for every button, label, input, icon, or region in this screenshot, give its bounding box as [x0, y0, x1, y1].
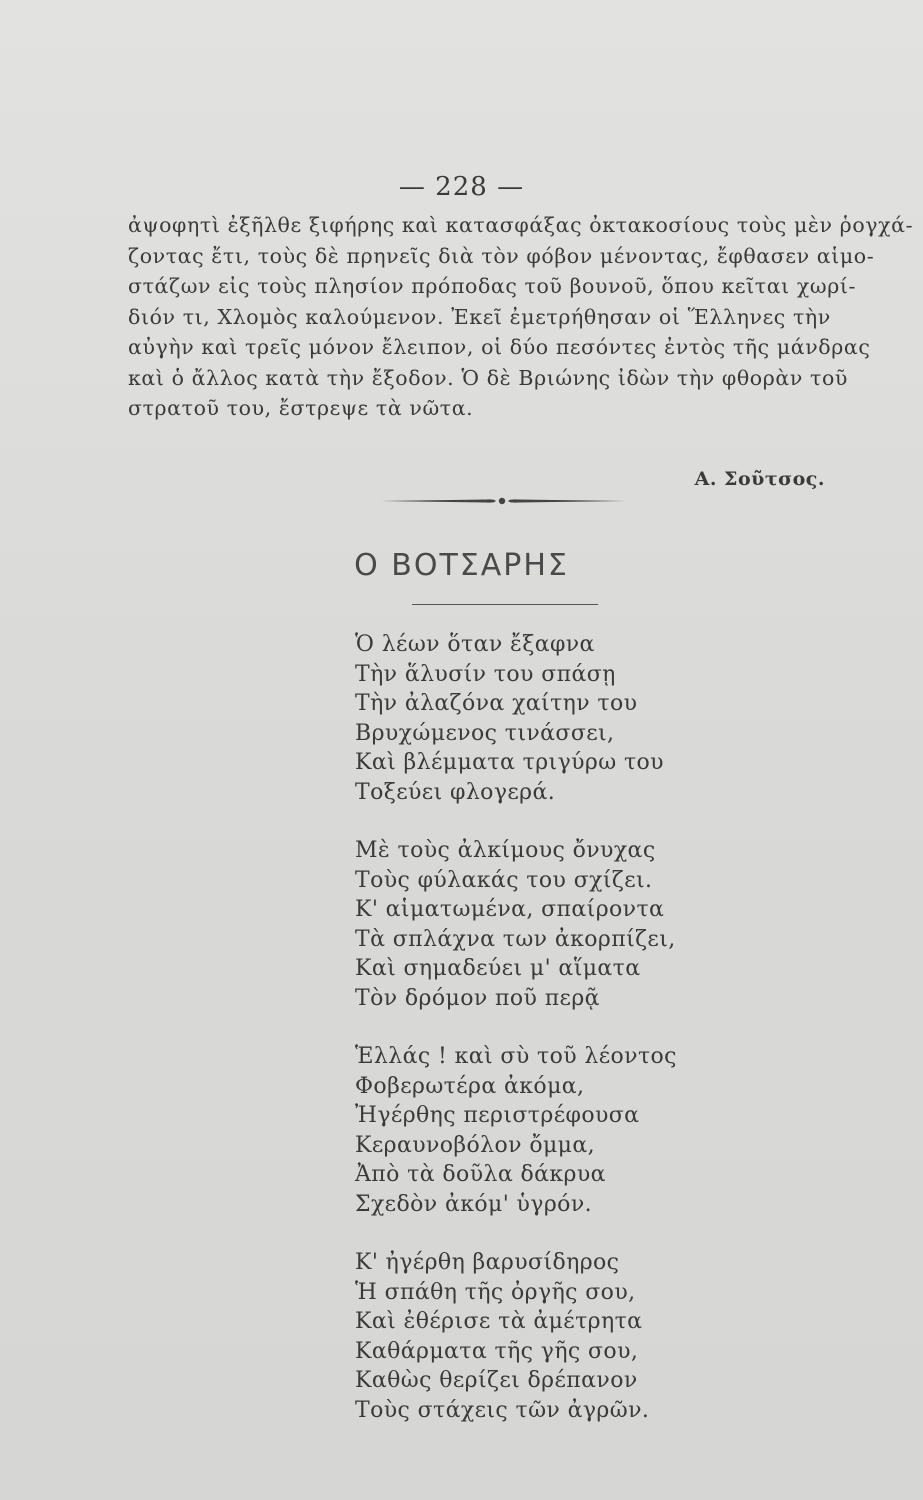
stanza: [355, 630, 775, 807]
verse-line: Τοὺς φύλακάς του σχίζει.: [355, 867, 653, 893]
prose-line: διόν τι, Χλομὸς καλούμενον. Ἐκεῖ ἐμετρήθησαν οἱ Ἕλληνες τὴν: [128, 304, 831, 329]
verse-line: Ἀπὸ τὰ δοῦλα δάκρυα: [355, 1162, 606, 1187]
prose-line: ζοντας ἔτι, τοὺς δὲ πρηνεῖς διὰ τὸν φόβον μένοντας, ἔφθασεν αἱμο-: [128, 243, 875, 268]
prose-paragraph: [128, 210, 914, 424]
verse-line: Ἑλλάς ! καὶ σὺ τοῦ λέοντος: [355, 1044, 677, 1069]
verse-line: Τοξεύει φλογερά.: [355, 779, 556, 805]
poem-body: [355, 630, 775, 1454]
verse-line: Τὸν δρόμον ποῦ περᾷ: [355, 985, 600, 1011]
verse-line: Μὲ τοὺς ἀλκίμους ὄνυχας: [355, 838, 656, 863]
verse-line: Τοὺς στάχεις τῶν ἀγρῶν.: [355, 1397, 650, 1423]
verse-line: Κ' ἠγέρθη βαρυσίδηρος: [355, 1250, 620, 1275]
page-number: — 228 —: [398, 172, 525, 202]
prose-line: καὶ ὁ ἄλλος κατὰ τὴν ἔξοδον. Ὁ δὲ Βριώνης ἰδὼν τὴν φθορὰν τοῦ: [128, 365, 848, 390]
verse-line: Ὁ λέων ὅταν ἔξαφνα: [355, 632, 595, 657]
verse-line: Κ' αἱματωμένα, σπαίροντα: [355, 897, 665, 922]
verse-line: Καὶ βλέμματα τριγύρω του: [355, 750, 664, 775]
stanza: [355, 1248, 775, 1425]
ornamental-divider: [376, 494, 628, 508]
verse-line: Κεραυνοβόλον ὄμμα,: [355, 1132, 596, 1158]
prose-line: ἀψοφητὶ ἐξῆλθε ξιφήρης καὶ κατασφάξας ὀκτακοσίους τοὺς μὲν ῥογχά-: [128, 213, 914, 237]
verse-line: Φοβερωτέρα ἀκόμα,: [355, 1073, 585, 1099]
verse-line: Καθὼς θερίζει δρέπανον: [355, 1368, 638, 1393]
verse-line: Ἡ σπάθη τῆς ὀργῆς σου,: [355, 1279, 636, 1305]
poem-title: Ο ΒΟΤΣΑΡΗΣ: [354, 548, 569, 583]
prose-line: στάζων εἰς τοὺς πλησίον πρόποδας τοῦ βουνοῦ, ὅπου κεῖται χωρί-: [128, 274, 857, 298]
stanza: [355, 836, 775, 1013]
verse-line: Βρυχώμενος τινάσσει,: [355, 720, 615, 746]
verse-line: Τὰ σπλάχνα των ἀκορπίζει,: [355, 926, 676, 952]
author-signature: Α. Σοῦτσος.: [694, 468, 825, 490]
verse-line: Καὶ σημαδεύει μ' αἵματα: [355, 956, 641, 981]
verse-line: Τὴν ἅλυσίν του σπάσῃ: [355, 661, 616, 687]
verse-line: Σχεδὸν ἀκόμ' ὑγρόν.: [355, 1191, 592, 1217]
verse-line: Καὶ ἐθέρισε τὰ ἀμέτρητα: [355, 1309, 643, 1334]
verse-line: Ἠγέρθης περιστρέφουσα: [355, 1103, 640, 1128]
verse-line: Καθάρματα τῆς γῆς σου,: [355, 1338, 639, 1364]
verse-line: Τὴν ἀλαζόνα χαίτην του: [355, 691, 638, 716]
prose-line: αὐγὴν καὶ τρεῖς μόνον ἔλειπον, οἱ δύο πεσόντες ἐντὸς τῆς μάνδρας: [128, 335, 871, 359]
title-underline: [412, 604, 598, 605]
prose-line: στρατοῦ του, ἔστρεψε τὰ νῶτα.: [128, 396, 474, 420]
stanza: [355, 1042, 775, 1219]
